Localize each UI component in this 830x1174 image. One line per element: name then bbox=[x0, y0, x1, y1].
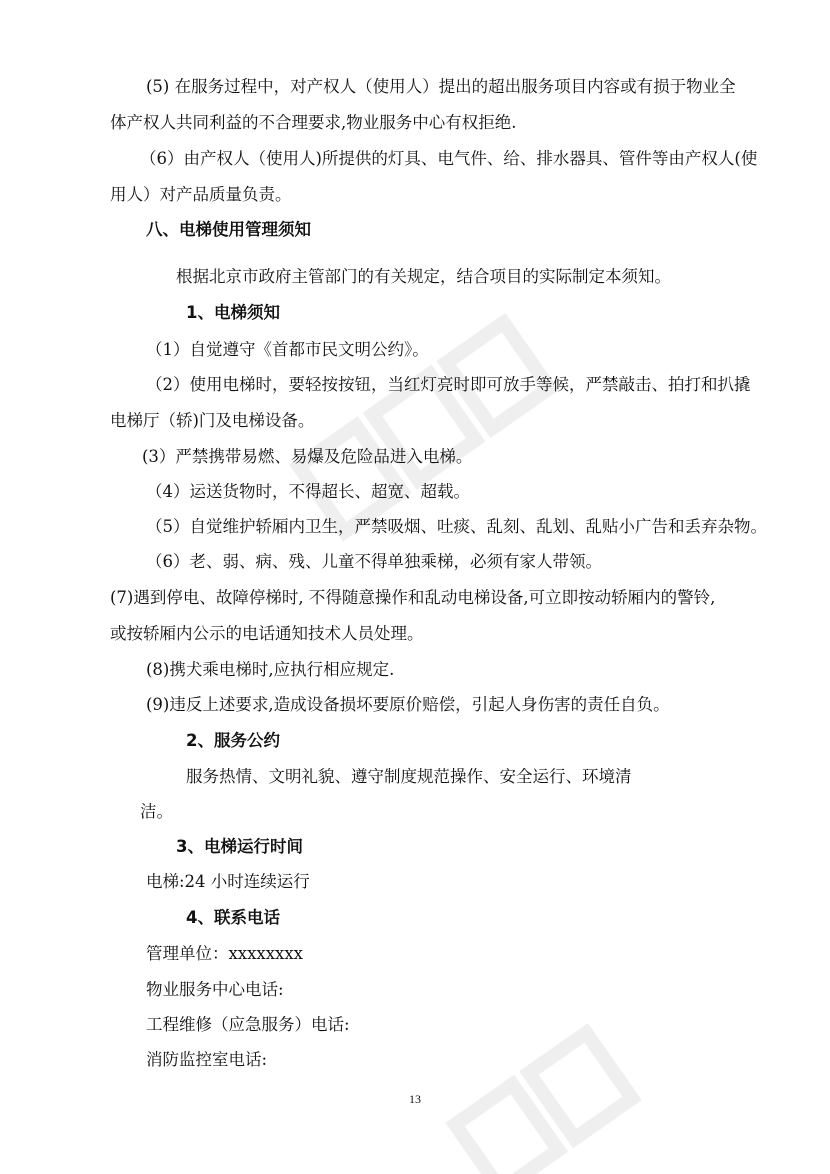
page-number: 13 bbox=[409, 1092, 421, 1106]
para5-line1: (5) 在服务过程中，对产权人（使用人）提出的超出服务项目内容或有损于物业全 bbox=[146, 77, 736, 96]
subheading-run-time: 3、电梯运行时间 bbox=[176, 837, 303, 856]
subheading-service-pledge: 2、服务公约 bbox=[186, 731, 280, 750]
section-intro: 根据北京市政府主管部门的有关规定，结合项目的实际制定本须知。 bbox=[176, 267, 671, 286]
notice-item-7: (7)遇到停电、故障停梯时, 不得随意操作和乱动电梯设备,可立即按动轿厢内的警铃, bbox=[110, 588, 716, 607]
notice-item-3: (3）严禁携带易燃、易爆及危险品进入电梯。 bbox=[142, 447, 473, 466]
run-time-text: 电梯:24 小时连续运行 bbox=[146, 872, 310, 891]
notice-item-7-cont: 或按轿厢内公示的电话通知技术人员处理。 bbox=[110, 624, 424, 643]
notice-item-1: （1）自觉遵守《首都市民文明公约》。 bbox=[146, 340, 429, 359]
contact-service-center: 物业服务中心电话: bbox=[146, 980, 284, 999]
subheading-elevator-notice: 1、电梯须知 bbox=[186, 303, 280, 322]
section-heading-elevator: 八、电梯使用管理须知 bbox=[146, 220, 311, 239]
notice-item-6: （6）老、弱、病、残、儿童不得单独乘梯，必须有家人带领。 bbox=[146, 552, 602, 571]
notice-item-5: （5）自觉维护轿厢内卫生，严禁吸烟、吐痰、乱刻、乱划、乱贴小广告和丢弃杂物。 bbox=[146, 517, 767, 536]
contact-management: 管理单位：xxxxxxxx bbox=[146, 944, 303, 963]
contact-maintenance: 工程维修（应急服务）电话: bbox=[146, 1015, 350, 1034]
notice-item-4: （4）运送货物时，不得超长、超宽、超载。 bbox=[146, 482, 470, 501]
service-pledge-line1: 服务热情、文明礼貌、遵守制度规范操作、安全运行、环境清 bbox=[186, 767, 632, 786]
notice-item-2: （2）使用电梯时，要轻按按钮，当红灯亮时即可放手等候，严禁敲击、拍打和扒撬 bbox=[146, 375, 751, 394]
para5-line2: 体产权人共同利益的不合理要求,物业服务中心有权拒绝. bbox=[110, 113, 517, 132]
contact-fire-control: 消防监控室电话: bbox=[146, 1050, 268, 1069]
notice-item-2-cont: 电梯厅（轿)门及电梯设备。 bbox=[110, 411, 315, 430]
subheading-contacts: 4、联系电话 bbox=[186, 908, 280, 927]
para6-line1: （6）由产权人（使用人)所提供的灯具、电气件、给、排水器具、管件等由产权人(使 bbox=[140, 149, 758, 168]
notice-item-9: (9)违反上述要求,造成设备损坏要原价赔偿，引起人身伤害的责任自负。 bbox=[146, 695, 670, 714]
service-pledge-line2: 洁。 bbox=[140, 802, 173, 821]
notice-item-8: (8)携犬乘电梯时,应执行相应规定. bbox=[146, 660, 395, 679]
para6-line2: 用人）对产品质量负责。 bbox=[110, 185, 292, 204]
